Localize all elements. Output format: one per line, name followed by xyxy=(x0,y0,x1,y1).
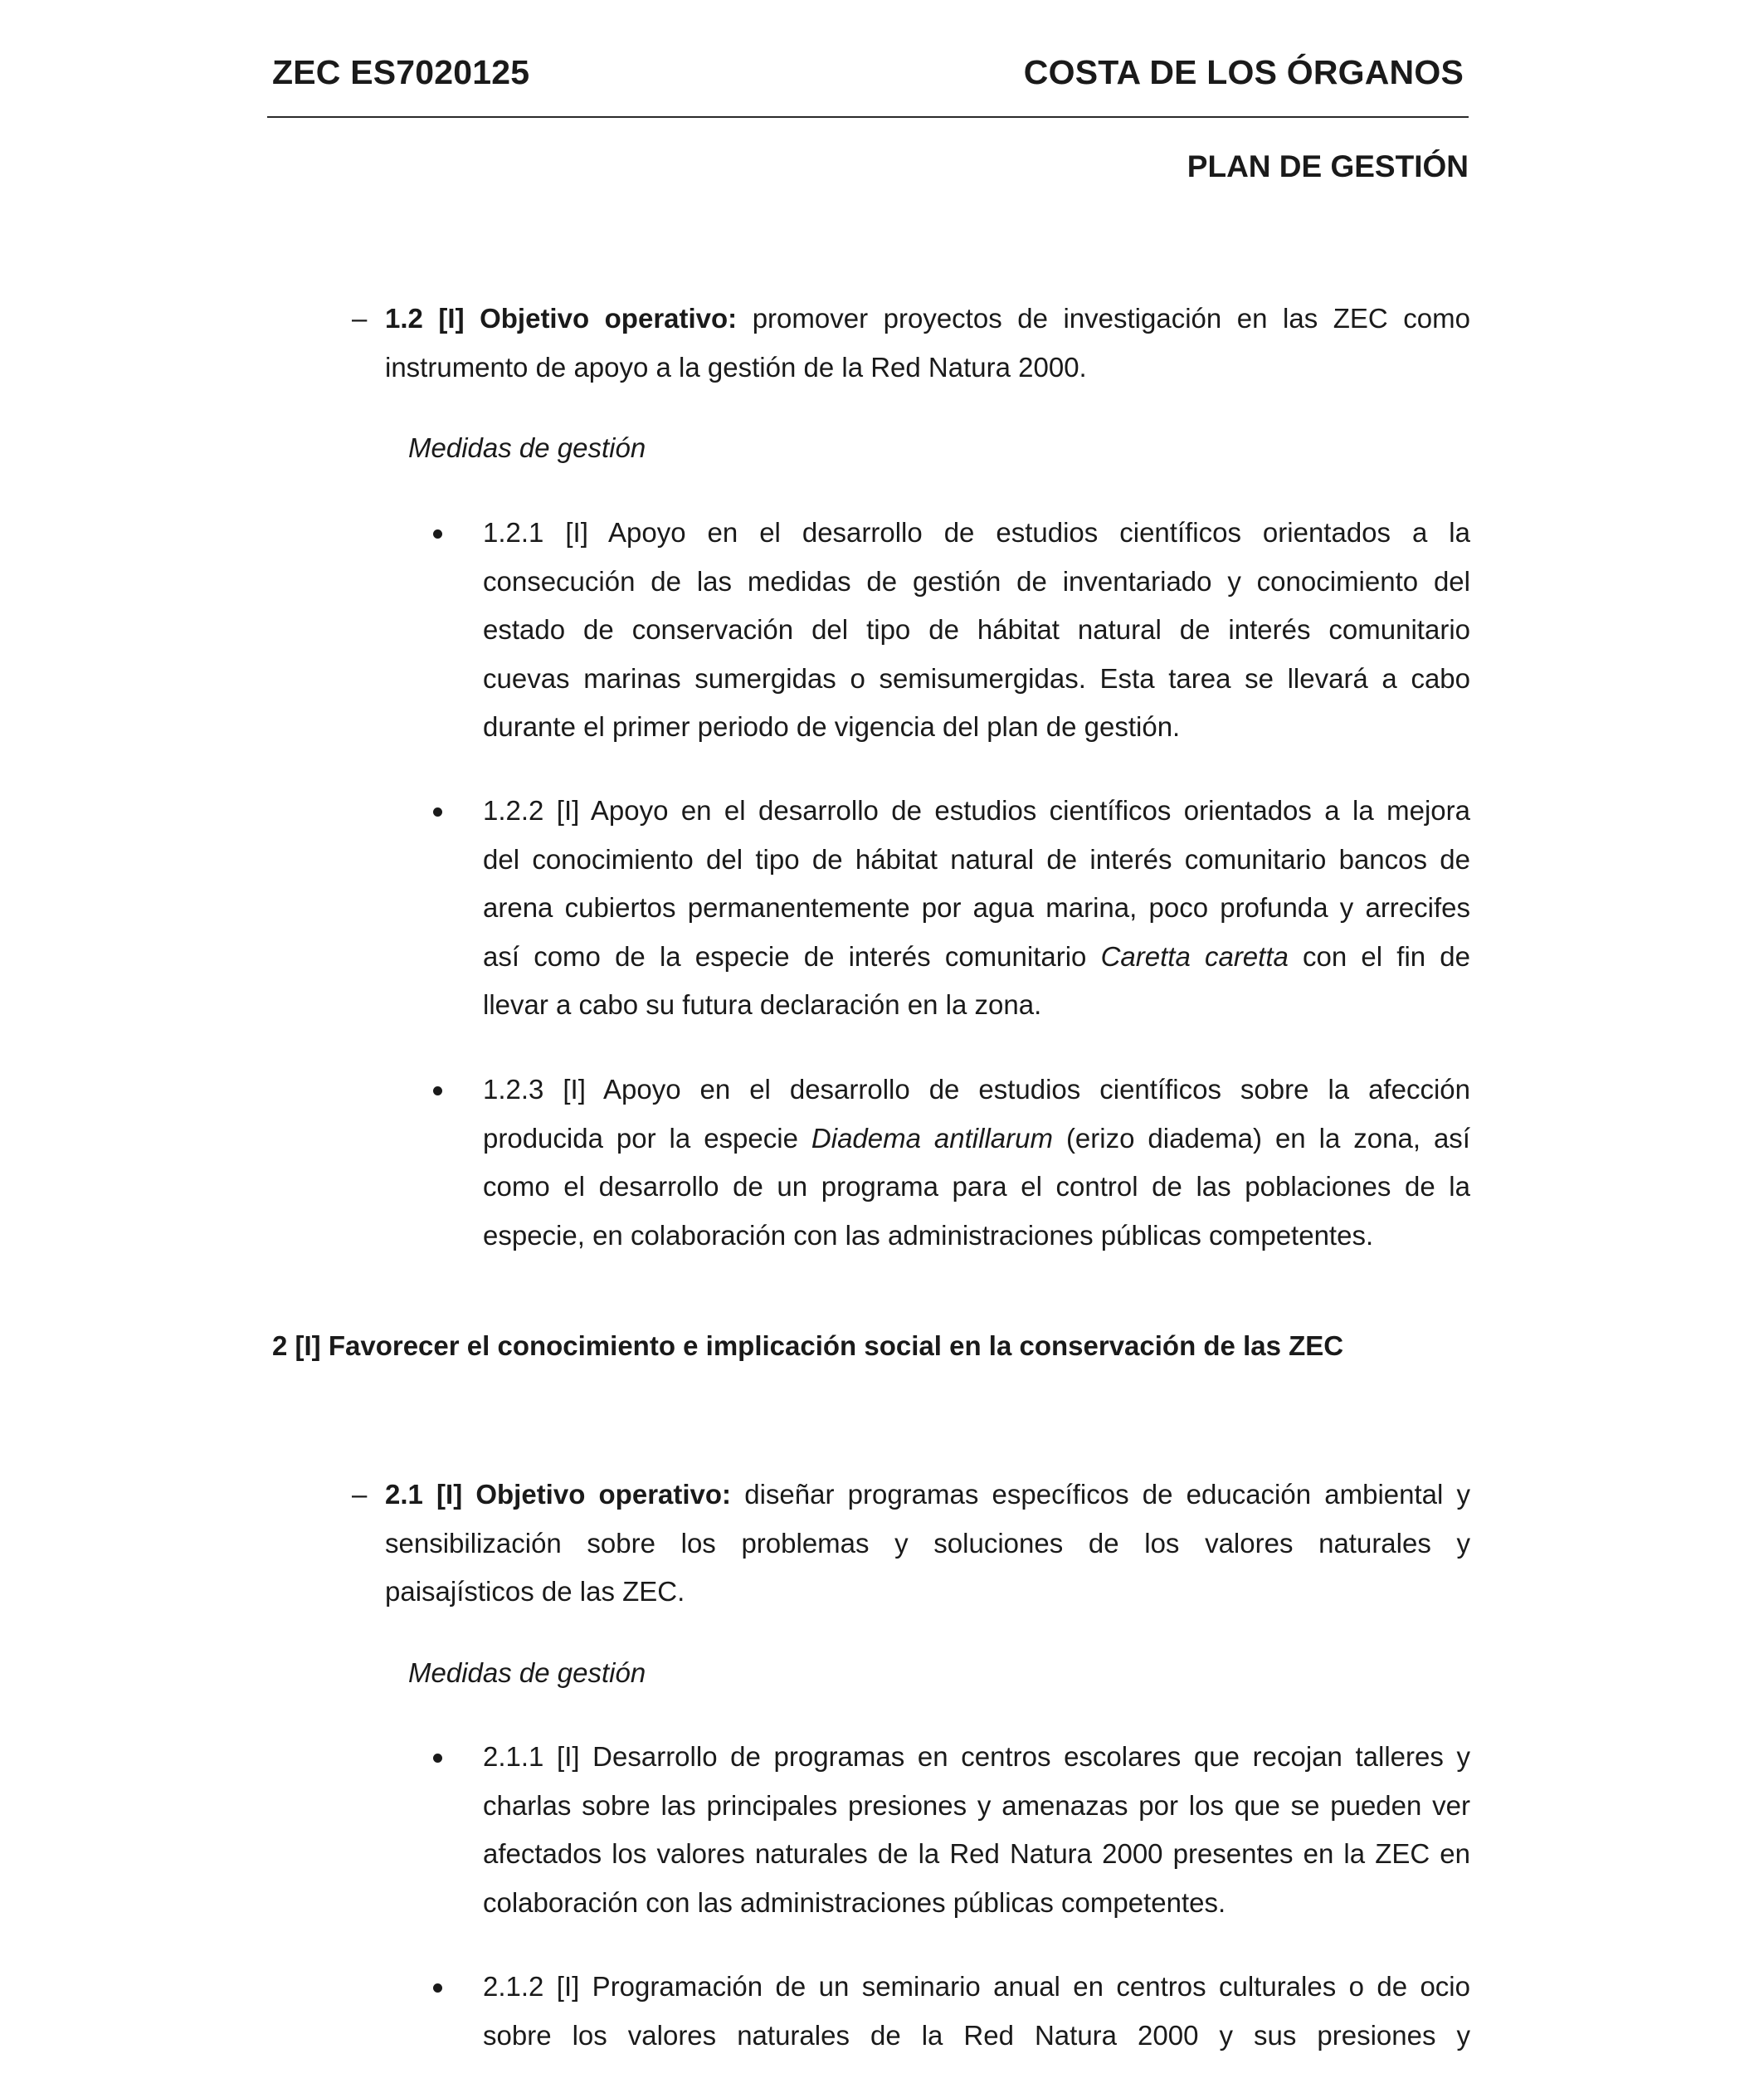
header-site-name: COSTA DE LOS ÓRGANOS xyxy=(1023,53,1464,91)
measure-line: cuevas marinas sumergidas o semisumergidas. Esta tarea se llevará a cabo xyxy=(483,662,1470,694)
objective-2-1-lead: 2.1 [I] Objetivo operativo: xyxy=(385,1479,732,1510)
measure-line: 2.1.1 [I] Desarrollo de programas en centros escolares que recojan talleres y xyxy=(483,1741,1470,1772)
measure-line: sobre los valores naturales de la Red Natura 2000 y sus presiones y xyxy=(483,2019,1470,2051)
bullet-icon xyxy=(433,529,442,539)
measure-line: estado de conservación del tipo de hábitat natural de interés comunitario xyxy=(483,614,1470,645)
dash-marker: – xyxy=(352,303,368,334)
objective-2-1-line-3: paisajísticos de las ZEC. xyxy=(385,1576,685,1607)
bullet-icon xyxy=(433,1754,442,1763)
medidas-label-2: Medidas de gestión xyxy=(408,1657,646,1688)
medidas-label-1: Medidas de gestión xyxy=(408,432,646,463)
bullet-icon xyxy=(433,1086,442,1095)
measure-line: del conocimiento del tipo de hábitat natural de interés comunitario bancos de xyxy=(483,843,1470,875)
bullet-icon xyxy=(433,1983,442,1993)
measure-line xyxy=(483,933,1470,982)
measure-2-1-1 xyxy=(483,1733,1470,1927)
objective-2-1-line-2: sensibilización sobre los problemas y soluciones de los valores naturales y xyxy=(385,1527,1470,1559)
measure-line: afectados los valores naturales de la Red Natura 2000 presentes en la ZEC en xyxy=(483,1838,1470,1869)
species-name: Diadema antillarum xyxy=(811,1122,1053,1154)
measure-line: durante el primer periodo de vigencia del plan de gestión. xyxy=(483,711,1181,742)
measure-line xyxy=(483,1115,1470,1164)
measure-2-1-2 xyxy=(483,1963,1470,2060)
measure-line: 2.1.2 [I] Programación de un seminario anual en centros culturales o de ocio xyxy=(483,1971,1470,2002)
measure-line: llevar a cabo su futura declaración en la zona. xyxy=(483,989,1042,1020)
bullet-icon xyxy=(433,807,442,817)
header-site-code: ZEC ES7020125 xyxy=(272,53,530,91)
document-subtitle: PLAN DE GESTIÓN xyxy=(1187,149,1469,183)
objective-2-1-text: diseñar programas específicos de educación ambiental y xyxy=(731,1479,1470,1510)
measure-line: arena cubiertos permanentemente por agua marina, poco profunda y arrecifes xyxy=(483,892,1470,923)
measure-line: 1.2.1 [I] Apoyo en el desarrollo de estudios científicos orientados a la xyxy=(483,517,1470,548)
objective-2-1 xyxy=(385,1471,1470,1617)
text-segment: con el fin de xyxy=(1288,940,1471,972)
page-header xyxy=(267,50,1469,118)
text-segment: producida por la especie xyxy=(483,1122,811,1154)
objective-1-2-line-2: instrumento de apoyo a la gestión de la Red Natura 2000. xyxy=(385,351,1087,383)
objective-1-2 xyxy=(385,295,1470,392)
text-segment: (erizo diadema) en la zona, así xyxy=(1052,1122,1470,1154)
measure-line: especie, en colaboración con las administraciones públicas competentes. xyxy=(483,1219,1374,1251)
objective-2-1-line-1 xyxy=(385,1471,1470,1520)
measure-1-2-1 xyxy=(483,509,1470,752)
objective-1-2-line-1 xyxy=(385,295,1470,344)
measure-line: colaboración con las administraciones públicas competentes. xyxy=(483,1886,1226,1918)
measure-line: 1.2.2 [I] Apoyo en el desarrollo de estudios científicos orientados a la mejora xyxy=(483,795,1470,826)
text-segment: así como de la especie de interés comunitario xyxy=(483,940,1101,972)
measure-line: consecución de las medidas de gestión de inventariado y conocimiento del xyxy=(483,565,1470,597)
objective-1-2-text: promover proyectos de investigación en las ZEC como xyxy=(737,303,1470,334)
measure-line: charlas sobre las principales presiones y amenazas por los que se pueden ver xyxy=(483,1789,1470,1821)
measure-line: 1.2.3 [I] Apoyo en el desarrollo de estudios científicos sobre la afección xyxy=(483,1074,1470,1105)
dash-marker: – xyxy=(352,1479,368,1510)
measure-1-2-2 xyxy=(483,787,1470,1030)
species-name: Caretta caretta xyxy=(1100,940,1289,972)
measure-1-2-3 xyxy=(483,1066,1470,1260)
objective-1-2-lead: 1.2 [I] Objetivo operativo: xyxy=(385,303,738,334)
section-heading-2: 2 [I] Favorecer el conocimiento e implicación social en la conservación de las ZEC xyxy=(272,1330,1344,1361)
measure-line: como el desarrollo de un programa para el control de las poblaciones de la xyxy=(483,1171,1470,1202)
